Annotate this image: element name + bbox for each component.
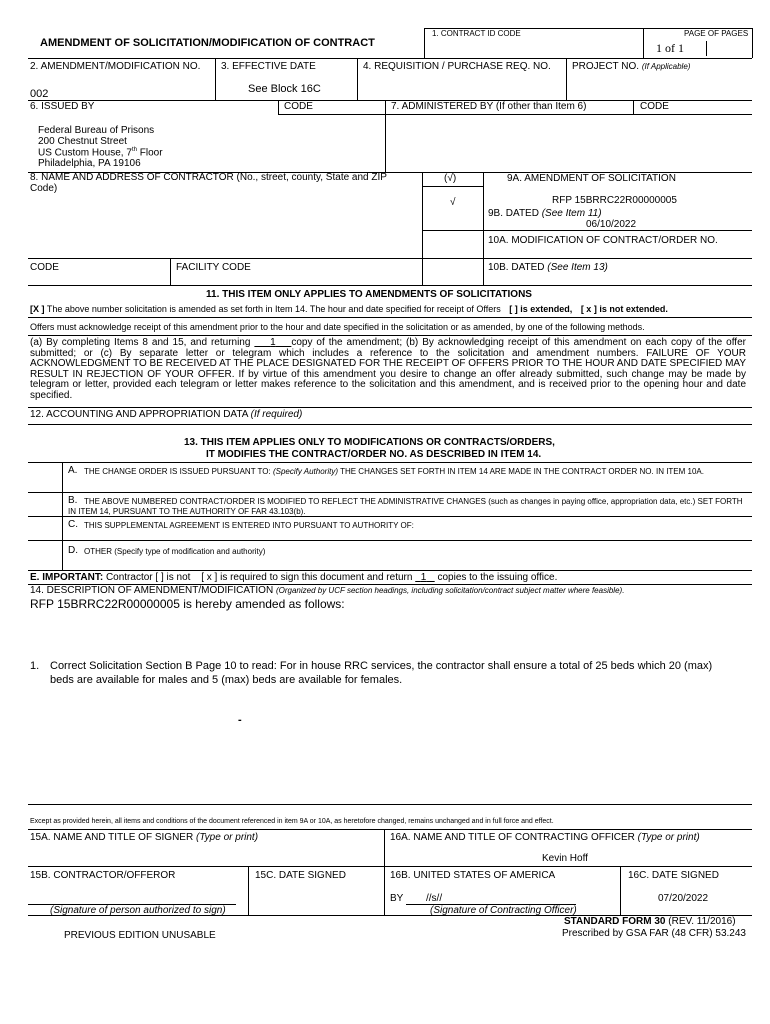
rule-except-top xyxy=(28,804,752,805)
item13-a-text xyxy=(84,467,704,476)
rule-13b-top xyxy=(28,492,752,493)
rule-13-bottom xyxy=(28,570,752,571)
issued-by-label: 6. ISSUED BY xyxy=(30,101,95,112)
effective-date-label: 3. EFFECTIVE DATE xyxy=(221,61,316,72)
project-no-note: (If Applicable) xyxy=(641,62,691,71)
effective-date-value: See Block 16C xyxy=(248,83,321,95)
important-text2: [ x ] is required to sign this document and return xyxy=(201,572,413,583)
important-line xyxy=(30,572,557,583)
issuer-line-3 xyxy=(38,147,163,158)
dated-9b-label: 9B. DATED xyxy=(488,208,539,219)
item11-line2: Offers must acknowledge receipt of this amendment prior to the hour and date specified in the solicitation or as amended, by one of the following methods. xyxy=(30,322,645,332)
item13-title-1: 13. THIS ITEM APPLIES ONLY TO MODIFICATIONS OR CONTRACTS/ORDERS, xyxy=(184,437,555,448)
item13-a-rest: THE CHANGES SET FORTH IN ITEM 14 ARE MADE IN THE CONTRACT ORDER NO. IN ITEM 10A. xyxy=(340,467,704,476)
usa-label: 16B. UNITED STATES OF AMERICA xyxy=(390,870,556,881)
rule-v-8-check xyxy=(422,172,423,285)
date-15c-label: 15C. DATE SIGNED xyxy=(255,870,346,881)
item13-a-note: (Specify Authority) xyxy=(272,467,338,476)
issuer-floor: Floor xyxy=(139,147,163,159)
important-text3: copies to the issuing office. xyxy=(437,572,558,583)
administered-by-code-label: CODE xyxy=(640,101,669,112)
contractor-code-label: CODE xyxy=(30,262,59,273)
dated-10b-note: (See Item 13) xyxy=(547,262,608,273)
amendment-9a-label: 9A. AMENDMENT OF SOLICITATION xyxy=(507,173,676,184)
prescribed-by: Prescribed by GSA FAR (48 CFR) 53.243 xyxy=(562,928,746,939)
item11-title: 11. THIS ITEM ONLY APPLIES TO AMENDMENTS OF SOLICITATIONS xyxy=(206,289,532,300)
rule-item11-line3 xyxy=(28,335,752,336)
rule-v-2-3 xyxy=(215,58,216,100)
rule-item11-line2 xyxy=(28,317,752,318)
item11-x-mark: [X ] xyxy=(30,304,45,314)
dated-10b-label: 10B. DATED xyxy=(488,262,545,273)
rule-under-10a xyxy=(28,258,752,259)
rule-item11-top xyxy=(28,285,752,286)
item13-b-letter: B. xyxy=(68,495,78,506)
item11-para-rest: copy of the amendment; (b) By acknowledging receipt of this amendment on each copy of the offer submitted; or (c) By separate letter or telegram which includes a reference to the solicitation and amendment numbers. FAILURE OF YOUR ACKNOWLEDGMENT TO BE RECEIVED AT THE PLACE DESIGNATED FOR THE RECEIPT OF OFFERS PRIOR TO THE HOUR AND DATE SPECIFIED MAY RESULT IN REJECTION OF YOUR OFFER. If by virtue of this amendment you desire to change an offer already submitted, such change may be made by telegram or letter, provided each telegram or letter makes reference to the solicitation and this amendment, and is received prior to the opening hour and date specified. xyxy=(30,337,746,401)
item11-extended: [ ] is extended, xyxy=(509,304,573,314)
item13-c-letter: C. xyxy=(68,519,78,530)
issuer-line-4: Philadelphia, PA 19106 xyxy=(38,158,141,169)
rule-13a-top xyxy=(28,462,752,463)
item14-note: (Organized by UCF section headings, including solicitation/contract subject matter where feasible). xyxy=(275,586,625,595)
standard-form-rev: (REV. 11/2016) xyxy=(668,916,736,927)
rule-under-title xyxy=(28,58,752,59)
project-no-label xyxy=(572,61,690,72)
amendment-no-label: 2. AMENDMENT/MODIFICATION NO. xyxy=(30,61,201,72)
rule-item12-top xyxy=(28,407,752,408)
officer-label-note: (Type or print) xyxy=(637,832,700,843)
standard-form xyxy=(564,916,736,927)
item13-d-letter: D. xyxy=(68,545,78,556)
administered-by-label: 7. ADMINISTERED BY (If other than Item 6) xyxy=(391,101,587,112)
date-16c-value: 07/20/2022 xyxy=(658,893,709,904)
rule-v-page-left xyxy=(643,28,644,58)
rule-v-7-code xyxy=(633,100,634,114)
rule-v-15a-16a xyxy=(384,829,385,915)
item13-d-text: OTHER (Specify type of modification and authority) xyxy=(84,547,266,556)
item14-dash: - xyxy=(238,714,242,726)
rule-v-check-9 xyxy=(483,172,484,285)
facility-code-label: FACILITY CODE xyxy=(176,262,251,273)
rule-v-13-letters xyxy=(62,462,63,570)
rule-15b-top xyxy=(28,866,752,867)
item11-copies xyxy=(254,337,291,348)
rule-v-4-proj xyxy=(566,58,567,100)
previous-edition: PREVIOUS EDITION UNUSABLE xyxy=(64,930,216,941)
item11-line1-text: The above number solicitation is amended as set forth in Item 14. The hour and date specified for receipt of Offers xyxy=(46,304,501,314)
requisition-label: 4. REQUISITION / PURCHASE REQ. NO. xyxy=(363,61,551,72)
item11-paragraph xyxy=(30,338,746,402)
rule-item13-top xyxy=(28,424,752,425)
item14-intro: RFP 15BRRC22R00000005 is hereby amended as follows: xyxy=(30,597,345,611)
modification-10a-label: 10A. MODIFICATION OF CONTRACT/ORDER NO. xyxy=(488,235,718,246)
item14-item1-line2: beds are available for males and 5 (max) beds are available for females. xyxy=(50,674,403,686)
rfp-number: RFP 15BRRC22R00000005 xyxy=(552,195,677,206)
important-copies xyxy=(415,572,434,583)
item11-not-extended: [ x ] is not extended. xyxy=(580,304,668,314)
officer-label xyxy=(390,832,700,843)
signer-label-note: (Type or print) xyxy=(195,832,259,843)
rule-v-6-code xyxy=(278,100,279,114)
page-value-bar xyxy=(706,41,707,56)
contractor-address-label-2: Code) xyxy=(30,183,58,194)
contract-id-label: 1. CONTRACT ID CODE xyxy=(432,29,521,38)
item13-a-main: THE CHANGE ORDER IS ISSUED PURSUANT TO: xyxy=(84,467,271,476)
except-text: Except as provided herein, all items and conditions of the document referenced in item 9A or 10A, as heretofore changed, remains unchanged and in full force and effect. xyxy=(30,818,554,825)
dated-9b xyxy=(488,208,602,219)
rule-13d-top xyxy=(28,540,752,541)
issuer-line-3-text: US Custom House, 7 xyxy=(38,147,132,159)
item11-line1 xyxy=(30,304,668,314)
form-title: AMENDMENT OF SOLICITATION/MODIFICATION OF CONTRACT xyxy=(40,37,375,49)
rule-under-6-label xyxy=(278,114,752,115)
signer-label-text: 15A. NAME AND TITLE OF SIGNER xyxy=(30,832,194,843)
officer-label-text: 16A. NAME AND TITLE OF CONTRACTING OFFICER xyxy=(390,832,635,843)
rule-under-check-head xyxy=(422,186,483,187)
item14-item1-line1: Correct Solicitation Section B Page 10 to read: For in house RRC services, the contractor shall ensure a total of 25 beds which 20 (max) xyxy=(50,660,713,672)
page-of-pages-value: 1 of 1 xyxy=(656,41,684,55)
item14-text: 14. DESCRIPTION OF AMENDMENT/MODIFICATION xyxy=(30,585,274,596)
officer-name: Kevin Hoff xyxy=(542,853,588,864)
page-of-pages-label: PAGE OF PAGES xyxy=(684,29,749,38)
dated-9b-value: 06/10/2022 xyxy=(586,219,637,230)
issued-by-code-label: CODE xyxy=(284,101,313,112)
rule-v-6-7 xyxy=(385,100,386,172)
rule-v-right-top xyxy=(752,28,753,58)
contractor-address-label-1: 8. NAME AND ADDRESS OF CONTRACTOR (No., street, county, State and ZIP xyxy=(30,172,387,183)
item14-label xyxy=(30,585,624,596)
sig-person-note: (Signature of person authorized to sign) xyxy=(50,905,226,916)
item12-label xyxy=(30,409,302,420)
rule-13c-top xyxy=(28,516,752,517)
check-mark: √ xyxy=(450,197,456,208)
item11-para-start: (a) By completing Items 8 and 15, and returning xyxy=(30,337,251,348)
rule-v-code-facility xyxy=(170,258,171,285)
amendment-no-value: 002 xyxy=(30,88,49,100)
by-signature: //s// xyxy=(426,893,443,904)
important-copies-value: 1 xyxy=(420,572,427,583)
dated-10b xyxy=(488,262,608,273)
date-16c-label: 16C. DATE SIGNED xyxy=(628,870,719,881)
important-label: E. IMPORTANT: xyxy=(30,572,104,583)
dated-9b-note: (See Item 11) xyxy=(541,208,602,219)
by-label: BY xyxy=(390,893,404,904)
issuer-line-1: Federal Bureau of Prisons xyxy=(38,125,155,136)
item12-text: 12. ACCOUNTING AND APPROPRIATION DATA xyxy=(30,409,248,420)
item11-copies-value: 1 xyxy=(270,337,276,348)
rule-under-9a xyxy=(422,230,752,231)
important-text1: Contractor [ ] is not xyxy=(105,572,191,583)
sig-officer-note: (Signature of Contracting Officer) xyxy=(430,905,577,916)
item13-a-letter: A. xyxy=(68,465,78,476)
issuer-line-2: 200 Chestnut Street xyxy=(38,136,127,147)
project-no-text: PROJECT NO. xyxy=(572,61,640,72)
signer-label xyxy=(30,832,258,843)
standard-form-name: STANDARD FORM 30 xyxy=(564,916,666,927)
contractor-offeror-label: 15B. CONTRACTOR/OFFEROR xyxy=(30,870,176,881)
item13-c-text: THIS SUPPLEMENTAL AGREEMENT IS ENTERED INTO PURSUANT TO AUTHORITY OF: xyxy=(84,521,414,530)
item12-note: (If required) xyxy=(250,409,303,420)
item14-item1-num: 1. xyxy=(30,660,40,672)
item13-title-2: IT MODIFIES THE CONTRACT/ORDER NO. AS DESCRIBED IN ITEM 14. xyxy=(206,449,542,460)
rule-v-16b-16c xyxy=(620,866,621,915)
item13-b-text: THE ABOVE NUMBERED CONTRACT/ORDER IS MODIFIED TO REFLECT THE ADMINISTRATIVE CHANGES (such as changes in paying office, appropriation data, etc.) SET FORTH IN ITEM 14, PURSUANT TO THE AUTHORITY OF FAR 43.103(b). xyxy=(68,497,743,516)
rule-v-contract-left xyxy=(424,28,425,58)
rule-v-15b-15c xyxy=(248,866,249,915)
check-header: (√) xyxy=(444,173,457,184)
rule-15a-top xyxy=(28,829,752,830)
issuer-sup: th xyxy=(131,147,137,153)
rule-v-3-4 xyxy=(357,58,358,100)
